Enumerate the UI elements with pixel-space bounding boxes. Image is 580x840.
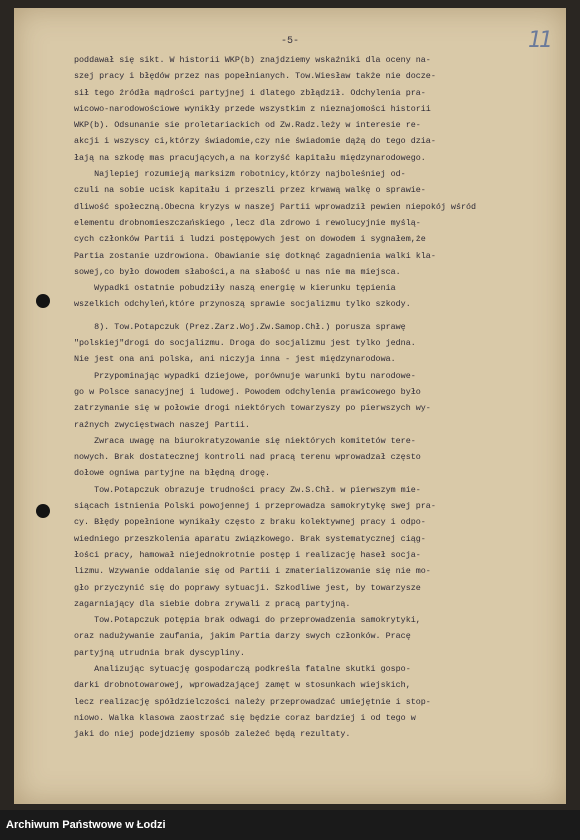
text-line: Partia zostanie uzdrowiona. Obawianie się dotknąć zagadnienia walki kla- bbox=[74, 250, 436, 261]
page-number: -5- bbox=[280, 36, 299, 47]
text-line: Analizując sytuację gospodarczą podkreśla fatalne skutki gospo- bbox=[74, 663, 411, 674]
text-line: nowych. Brak dostatecznej kontroli nad pracą terenu wprowadzał często bbox=[74, 452, 421, 463]
text-line: niowo. Walka klasowa zaostrzać się będzie coraz bardziej i od tego w bbox=[74, 712, 416, 723]
text-line: dliwość społeczną.Obecna kryzys w naszej Partii wprowadził pewien niepokój wśród bbox=[74, 201, 477, 212]
paragraph bbox=[74, 280, 562, 313]
paragraph bbox=[74, 433, 562, 482]
text-line: poddawał się sikt. W historii WKP(b) znajdziemy wskaźniki dla oceny na- bbox=[74, 55, 431, 65]
text-line: raźnych zwycięstwach naszej Partii. bbox=[74, 419, 250, 430]
text-line: akcji i wszyscy ci,którzy świadomie,czy nie świadomie dążą do tego dzia- bbox=[74, 136, 436, 147]
document-body bbox=[74, 52, 562, 742]
text-line: zagarniający dla siebie dobra zrywali z pracą partyjną. bbox=[74, 598, 351, 609]
text-line: wszelkich odchyleń,które przynoszą sprawie socjalizmu tylko szkody. bbox=[74, 299, 411, 310]
paragraph bbox=[74, 612, 562, 661]
text-line: Przypominając wypadki dziejowe, porównuje warunki bytu narodowe- bbox=[74, 370, 416, 381]
text-line: "polskiej"drogi do socjalizmu. Droga do socjalizmu jest tylko jedna. bbox=[74, 338, 416, 349]
text-line: Wypadki ostatnie pobudziły naszą energię w kierunku tępienia bbox=[74, 283, 396, 294]
paragraph bbox=[74, 661, 562, 742]
text-line: siącach istnienia Polski powojennej i przeprowadza samokrytykę swej pra- bbox=[74, 501, 436, 512]
paragraph bbox=[74, 319, 562, 368]
punch-hole-bottom bbox=[36, 504, 50, 518]
text-line: oraz nadużywanie zaufania, jakim Partia darzy swych członków. Pracę bbox=[74, 631, 411, 642]
text-line: jaki do niej podejdziemy sposób zależeć będą rezultaty. bbox=[74, 729, 351, 740]
text-line: Nie jest ona ani polska, ani niczyja inna - jest międzynarodowa. bbox=[74, 354, 396, 365]
text-line: Tow.Potapczuk potępia brak odwagi do przeprowadzenia samokrytyki, bbox=[74, 615, 421, 626]
document-page bbox=[14, 8, 566, 804]
text-line: elementu drobnomieszczańskiego ,lecz dla zdrowo i rewolucyjnie myślą- bbox=[74, 217, 421, 228]
text-line: cy. Błędy popełnione wynikały często z braku kolektywnej pracy i odpo- bbox=[74, 517, 426, 528]
folio-mark: 11 bbox=[528, 28, 550, 53]
text-line: gło przyczynić się do poprawy sytuacji. Szkodliwe jest, by towarzysze bbox=[74, 582, 421, 593]
paragraph bbox=[74, 52, 562, 166]
text-line: sowej,co było dowodem słabości,a na słabość u nas nie ma miejsca. bbox=[74, 266, 401, 277]
text-line: Zwraca uwagę na biurokratyzowanie się niektórych komitetów tere- bbox=[74, 435, 416, 446]
paragraph bbox=[74, 482, 562, 612]
text-line: cych członków Partii i ludzi postępowych jest on dowodem i sygnałem,że bbox=[74, 234, 426, 245]
archive-footer: Archiwum Państwowe w Łodzi bbox=[0, 810, 580, 840]
text-line: WKP(b). Odsunanie sie proletariackich od Zw.Radz.leży w interesie re- bbox=[74, 120, 421, 131]
text-line: Najlepiej rozumieją marksizm robotnicy,którzy najboleśniej od- bbox=[74, 169, 406, 180]
text-line: wiedniego przeszkolenia aparatu związkowego. Brak systematycznej ciąg- bbox=[74, 533, 426, 544]
punch-hole-top bbox=[36, 294, 50, 308]
text-line: szej pracy i błędów przez nas popełnianych. Tow.Wiesław także nie docze- bbox=[74, 71, 436, 82]
text-line: łają na szkodę mas pracujących,a na korzyść kapitału międzynarodowego. bbox=[74, 152, 426, 163]
text-line: łości pracy, hamował niejednokrotnie postęp i realizację haseł socja- bbox=[74, 549, 421, 560]
paragraph bbox=[74, 368, 562, 433]
text-line: lecz realizację spółdzielczości należy przeprowadzać umiejętnie i stop- bbox=[74, 696, 431, 707]
text-line: wicowo-narodowościowe wynikły przede wszystkim z nieznajomości historii bbox=[74, 103, 431, 114]
paragraph bbox=[74, 166, 562, 280]
text-line: darki drobnotowarowej, wprowadzającej zamęt w stosunkach wiejskich, bbox=[74, 680, 411, 691]
text-line: czuli na sobie ucisk kapitału i przeszli przez krwawą walkę o sprawie- bbox=[74, 185, 426, 196]
text-line: sił tego źródła mądrości partyjnej i dlatego zbłądził. Odchylenia pra- bbox=[74, 87, 426, 98]
text-line: Tow.Potapczuk obrazuje trudności pracy Zw.S.Chł. w pierwszym mie- bbox=[74, 484, 421, 495]
text-line: dołowe ogniwa partyjne na błędną drogę. bbox=[74, 468, 271, 479]
text-line: lizmu. Wzywanie oddalanie się od Partii i zmaterializowanie się nie mo- bbox=[74, 566, 431, 577]
text-line: 8). Tow.Potapczuk (Prez.Zarz.Woj.Zw.Samop.Chł.) porusza sprawę bbox=[74, 321, 406, 332]
text-line: zatrzymanie się w połowie drogi niektórych towarzyszy po pierwszych wy- bbox=[74, 403, 431, 414]
text-line: go w Polsce sanacyjnej i ludowej. Powodem odchylenia prawicowego było bbox=[74, 386, 421, 397]
text-line: partyjną utrudnia brak dyscypliny. bbox=[74, 647, 245, 658]
